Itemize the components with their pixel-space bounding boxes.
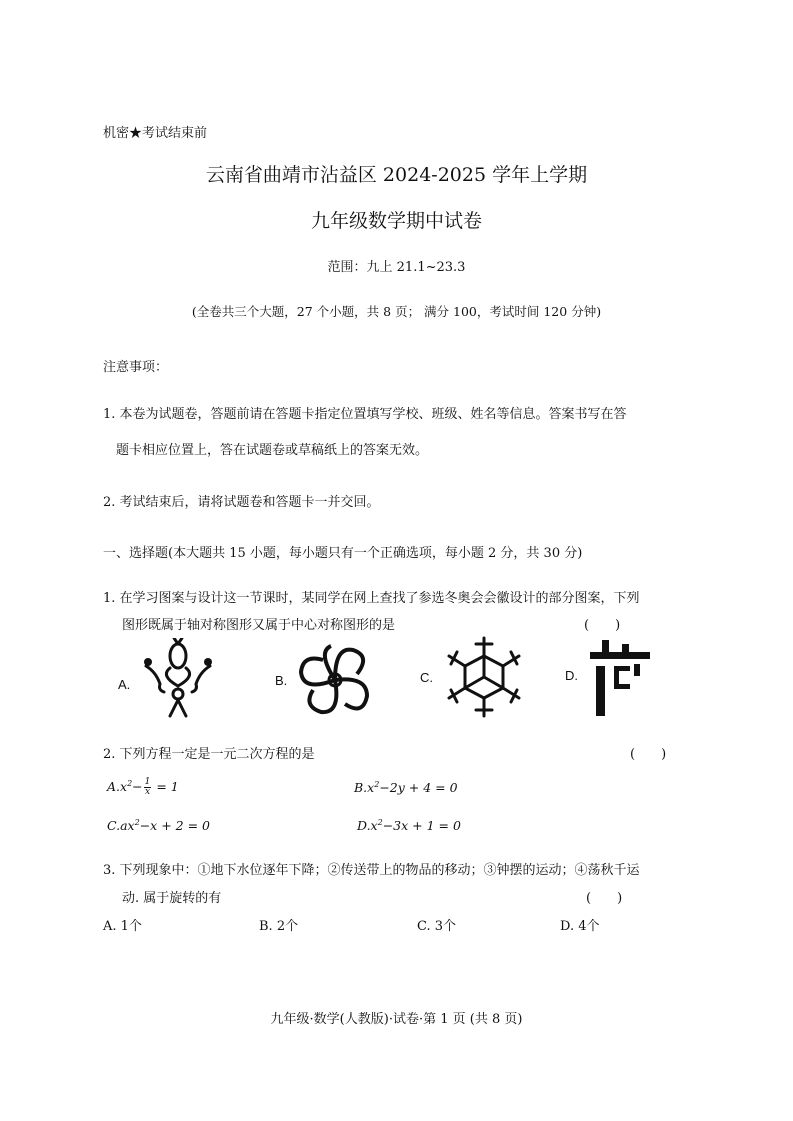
q3-option-d: D. 4个 xyxy=(560,919,600,934)
q2-option-b-tail: −2y + 4 = 0 xyxy=(379,780,458,796)
exam-title-line1: 云南省曲靖市沾益区 2024-2025 学年上学期 xyxy=(205,164,588,186)
q2-option-d-exponent: 2 xyxy=(377,818,383,827)
notes-heading: 注意事项： xyxy=(103,360,169,375)
q2-option-b-exponent: 2 xyxy=(374,780,380,789)
q2-option-c-tail: −x + 2 = 0 xyxy=(139,818,210,834)
q2-option-b-prefix: B.x xyxy=(354,780,375,796)
q2-option-a-numerator: 1 xyxy=(144,777,151,787)
q2-option-a-fraction xyxy=(144,778,152,797)
q1-option-b-label: B. xyxy=(275,673,288,688)
q2-option-a-prefix: A.x xyxy=(107,779,128,794)
q1-stem-line1: 1. 在学习图案与设计这一节课时，某同学在网上查找了参选冬奥会会徽设计的部分图案，下列 xyxy=(103,591,640,606)
q1-answer-paren: ( ) xyxy=(584,618,621,633)
q2-option-d-prefix: D.x xyxy=(357,818,378,834)
q3-option-b: B. 2个 xyxy=(259,919,299,934)
q1-stem-line2: 图形既属于轴对称图形又属于中心对称图形的是 xyxy=(122,618,396,633)
q2-option-a-minus: − xyxy=(132,779,143,794)
q3-answer-paren: ( ) xyxy=(586,891,623,906)
section-1-heading: 一、选择题(本大题共 15 小题，每小题只有一个正确选项，每小题 2 分，共 30 分) xyxy=(103,546,583,561)
exam-title-line2: 九年级数学期中试卷 xyxy=(310,210,482,232)
q1-option-b-figure xyxy=(295,640,375,720)
q2-answer-paren: ( ) xyxy=(630,747,667,762)
q2-option-d xyxy=(357,818,461,833)
q3-stem-line1: 3. 下列现象中：①地下水位逐年下降；②传送带上的物品的移动；③钟摆的运动；④荡秋千运 xyxy=(103,863,640,878)
confidential-label: 机密★考试结束前 xyxy=(103,126,208,141)
q2-option-c-exponent: 2 xyxy=(134,818,140,827)
q1-option-c-figure xyxy=(443,634,525,720)
notes-item-2: 2. 考试结束后，请将试题卷和答题卡一并交回。 xyxy=(103,495,380,510)
q2-option-a-denominator: x xyxy=(144,787,151,797)
page-footer: 九年级·数学(人教版)·试卷·第 1 页 (共 8 页) xyxy=(270,1012,523,1027)
exam-range: 范围：九上 21.1~23.3 xyxy=(327,260,466,275)
q2-option-a xyxy=(107,778,179,797)
q1-option-d-figure xyxy=(586,636,656,720)
q2-option-a-tail: = 1 xyxy=(152,779,179,794)
q1-option-d-label: D. xyxy=(565,668,578,683)
q2-stem: 2. 下列方程一定是一元二次方程的是 xyxy=(103,747,315,762)
q3-option-a: A. 1个 xyxy=(103,919,142,934)
q2-option-c-prefix: C.ax xyxy=(107,818,135,834)
q2-option-b xyxy=(354,780,458,795)
q2-option-c xyxy=(107,818,210,833)
notes-item-1-line1: 1. 本卷为试题卷，答题前请在答题卡指定位置填写学校、班级、姓名等信息。答案书写在答 xyxy=(103,407,627,422)
q1-option-a-label: A. xyxy=(118,677,131,692)
q1-option-c-label: C. xyxy=(420,670,433,685)
q3-option-c: C. 3个 xyxy=(417,919,457,934)
notes-item-1-line2: 题卡相应位置上，答在试题卷或草稿纸上的答案无效。 xyxy=(116,443,429,458)
q2-option-d-tail: −3x + 1 = 0 xyxy=(382,818,461,834)
q3-stem-line2: 动. 属于旋转的有 xyxy=(122,891,222,906)
q1-option-a-figure xyxy=(140,638,216,718)
exam-summary: (全卷共三个大题，27 个小题，共 8 页； 满分 100，考试时间 120 分钟) xyxy=(191,304,602,319)
q2-option-a-exponent: 2 xyxy=(127,778,133,788)
